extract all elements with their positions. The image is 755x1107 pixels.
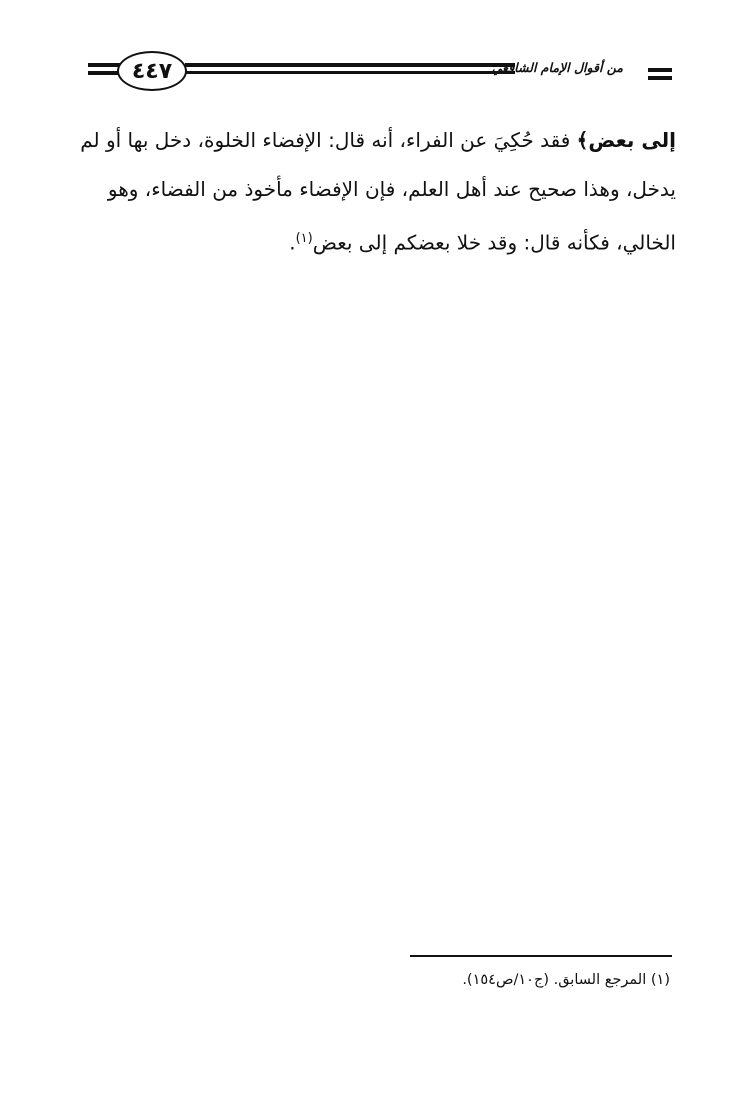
body-line-3-end: . bbox=[289, 230, 296, 255]
body-line-3 bbox=[80, 214, 676, 268]
body-paragraph bbox=[80, 116, 676, 268]
footnote-1: (١) المرجع السابق. (ج١٠/ص١٥٤). bbox=[462, 972, 670, 988]
header-rule-right-top bbox=[648, 68, 672, 72]
page-number-badge bbox=[117, 51, 187, 91]
footnote-separator bbox=[410, 955, 672, 957]
body-line-1 bbox=[80, 116, 676, 165]
header-rule-right-bottom bbox=[648, 76, 672, 80]
header-rule-left-bottom bbox=[88, 71, 120, 75]
body-line-3-text: الخالي، فكأنه قال: وقد خلا بعضكم إلى بعض bbox=[312, 230, 676, 255]
body-line-1-text: فقد حُكِيَ عن الفراء، أنه قال: الإفضاء الخلوة، دخل بها أو لم bbox=[80, 128, 577, 152]
page-header bbox=[0, 0, 755, 110]
header-rule-middle-bottom bbox=[185, 71, 515, 74]
quran-reference-end: إلى بعض﴾ bbox=[576, 128, 676, 152]
header-rule-left-top bbox=[88, 63, 120, 67]
footnote-marker: (١) bbox=[295, 231, 313, 246]
page-number: ٤٤٧ bbox=[131, 58, 173, 84]
body-line-2: يدخل، وهذا صحيح عند أهل العلم، فإن الإفضاء مأخوذ من الفضاء، وهو bbox=[107, 177, 676, 201]
header-rule-middle-top bbox=[185, 63, 515, 67]
running-title: من أقوال الإمام الشافعي bbox=[491, 60, 623, 75]
